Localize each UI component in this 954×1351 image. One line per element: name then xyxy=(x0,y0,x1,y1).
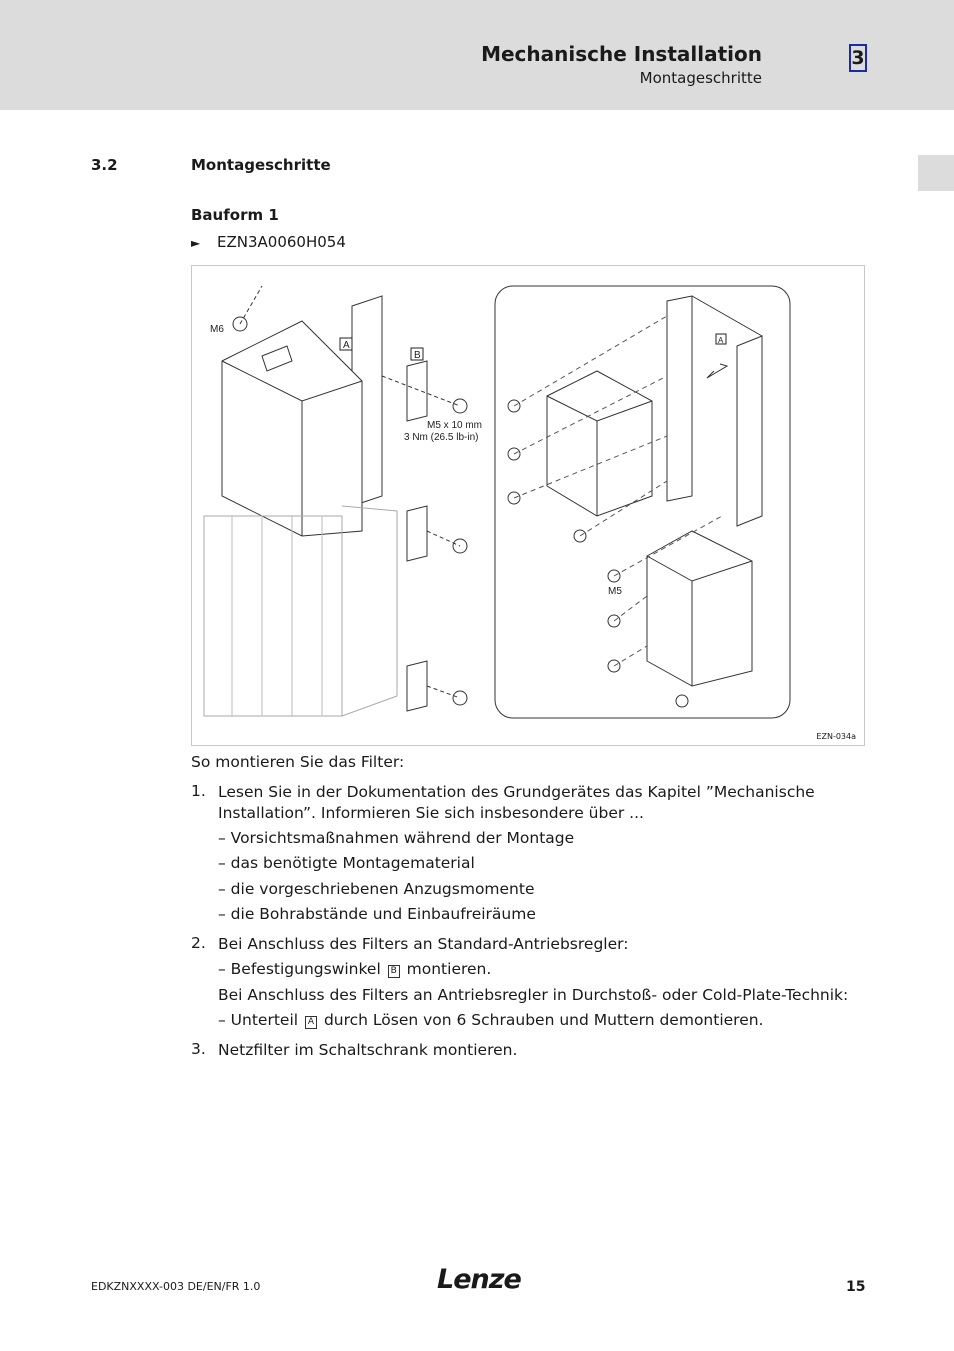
inset-frame-plate xyxy=(667,296,692,501)
side-tab-marker xyxy=(918,155,954,191)
bracket-b-mid xyxy=(407,506,427,561)
step1-line1: Lesen Sie in der Dokumentation des Grundgerätes das Kapitel ”Mechanische xyxy=(218,783,815,801)
inset-filter-upper xyxy=(547,371,652,516)
step1-item: – die vorgeschriebenen Anzugsmomente xyxy=(218,880,535,898)
product-bullet xyxy=(191,233,346,251)
label-part-a: A xyxy=(343,340,350,351)
inset-filter-lower xyxy=(647,531,752,686)
label-part-b: B xyxy=(414,350,421,361)
screw-m5-top xyxy=(453,399,467,413)
header-title: Mechanische Installation xyxy=(481,42,762,66)
bracket-b-bottom xyxy=(407,661,427,711)
step2-item2 xyxy=(218,1010,764,1031)
part-b-box: B xyxy=(388,965,400,978)
label-m6: M6 xyxy=(210,324,224,335)
section-title: Montageschritte xyxy=(191,156,331,174)
instructions-intro: So montieren Sie das Filter: xyxy=(191,753,405,771)
step2-number: 2. xyxy=(191,934,206,952)
bracket-b-top xyxy=(407,361,427,421)
footer-doc-id: EDKZNXXXX-003 DE/EN/FR 1.0 xyxy=(91,1280,261,1293)
step2-item2-post: durch Lösen von 6 Schrauben und Muttern demontieren. xyxy=(323,1011,764,1029)
step1-item: – die Bohrabstände und Einbaufreiräume xyxy=(218,905,536,923)
figure-code: EZN-034a xyxy=(816,732,856,741)
header-subtitle: Montageschritte xyxy=(639,69,762,87)
step2-item1 xyxy=(218,959,491,980)
filter-housing xyxy=(222,321,362,536)
screw-spec-size: M5 x 10 mm xyxy=(427,420,483,431)
step2-item1-pre: – Befestigungswinkel xyxy=(218,960,381,978)
page-number: 15 xyxy=(846,1279,866,1295)
arrow-bullet-icon: ► xyxy=(191,236,201,250)
installation-drawing xyxy=(192,266,864,745)
subsection-title: Bauform 1 xyxy=(191,206,279,224)
part-a-box: A xyxy=(305,1016,317,1029)
label-inset-a: A xyxy=(718,336,724,345)
push-arrow-icon xyxy=(707,364,727,378)
chapter-number-link[interactable]: 3 xyxy=(849,44,867,72)
label-m5: M5 xyxy=(608,586,622,597)
step1-line2: Installation”. Informieren Sie sich insbesondere über ... xyxy=(218,804,644,822)
screw-spec-torque: 3 Nm (26.5 lb-in) xyxy=(404,432,479,443)
step2-line2: Bei Anschluss des Filters an Antriebsregler in Durchstoß- oder Cold-Plate-Technik: xyxy=(218,986,849,1004)
step2-item2-pre: – Unterteil xyxy=(218,1011,299,1029)
drive-modules xyxy=(204,516,342,716)
step1-number: 1. xyxy=(191,782,206,800)
lenze-logo: Lenze xyxy=(437,1264,521,1295)
step3-number: 3. xyxy=(191,1040,206,1058)
header-band xyxy=(0,0,954,110)
installation-figure xyxy=(191,265,865,746)
product-code: EZN3A0060H054 xyxy=(217,233,346,251)
step1-item: – das benötigte Montagematerial xyxy=(218,854,475,872)
section-number: 3.2 xyxy=(91,156,118,174)
step2-line1: Bei Anschluss des Filters an Standard-Antriebsregler: xyxy=(218,935,629,953)
step1-item: – Vorsichtsmaßnahmen während der Montage xyxy=(218,829,575,847)
step2-item1-post: montieren. xyxy=(406,960,492,978)
step3-line1: Netzfilter im Schaltschrank montieren. xyxy=(218,1041,518,1059)
